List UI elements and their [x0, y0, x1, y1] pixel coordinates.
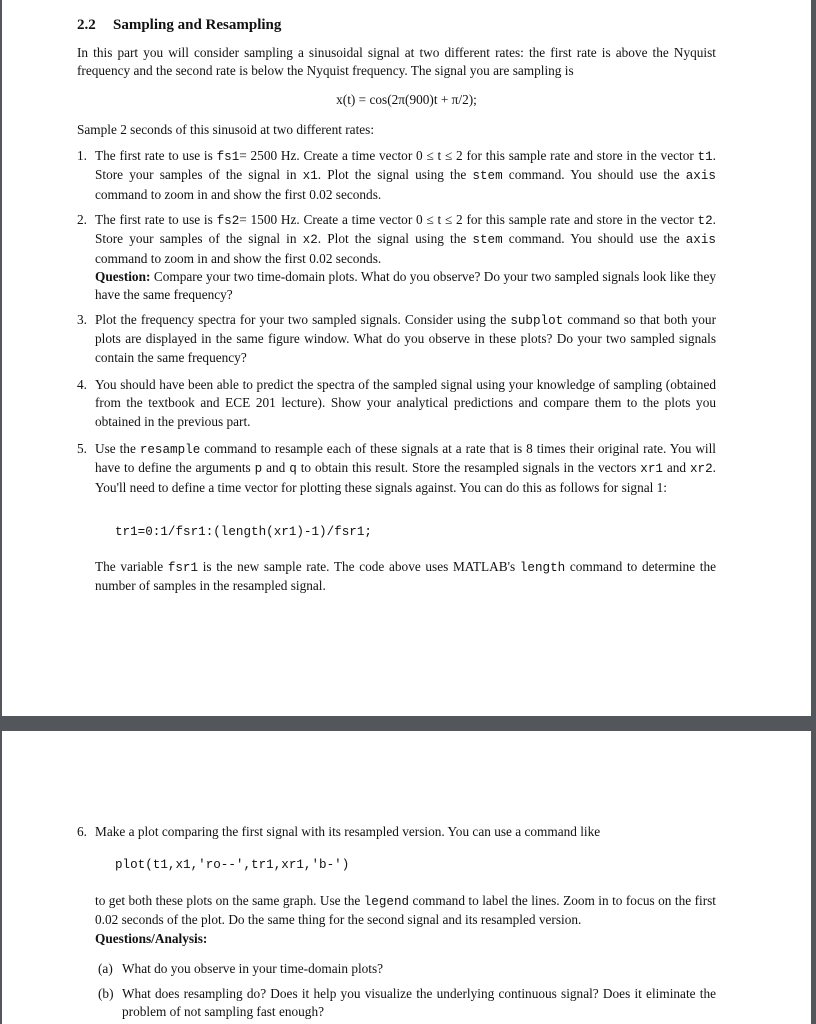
list-item-6 — [77, 823, 716, 841]
item-text: The first rate to use is — [95, 212, 217, 227]
subitem-a — [98, 960, 716, 978]
item-number: 4. — [77, 377, 87, 392]
list-item-4 — [77, 376, 716, 431]
code-inline: p — [254, 462, 263, 477]
signal-equation — [2, 91, 811, 109]
item-text: is the new sample rate. The code above uses MATLAB's — [198, 559, 520, 574]
document-page-2 — [2, 731, 811, 1024]
code-inline: subplot — [510, 314, 564, 328]
code-inline: axis — [685, 169, 716, 184]
list-item-1 — [77, 147, 716, 204]
questions-label: Questions/Analysis: — [95, 930, 208, 946]
code-inline: x2 — [302, 233, 318, 248]
subitem-text: What does resampling do? Does it help you visualize the underlying continuous signal? Does it eliminate the problem of not sampling fast enough? — [122, 986, 716, 1020]
section-title: Sampling and Resampling — [113, 17, 282, 33]
code-inline: xr1 — [640, 462, 663, 477]
item-text: = 1500 Hz. Create a time vector 0 ≤ t ≤ 2 for this sample rate and store in the vector — [239, 212, 698, 227]
list-item-6-continued — [95, 892, 716, 948]
item-text: command to determine the number of samples in the resampled signal. — [95, 559, 717, 594]
code-inline: q — [289, 462, 297, 477]
item-text: command to label the lines. Zoom in to focus on the first 0.02 seconds of the plot. Do the same thing for the second signal and its resampled version. — [95, 893, 716, 928]
intro-paragraph — [77, 44, 716, 81]
code-inline: stem — [472, 169, 503, 184]
item-text: command to resample each of these signals at a rate that is 8 times their original rate. You will have to define the arguments — [95, 441, 716, 476]
code-inline: stem — [472, 233, 503, 248]
code-inline: legend — [363, 895, 410, 909]
code-inline: length — [519, 561, 566, 575]
item-number: 1. — [77, 148, 87, 163]
item-text: command so that both your plots are displayed in the same figure window. What do you observe in these plots? Do your two sampled signals contain the same frequency? — [95, 312, 716, 365]
subitem-b — [98, 985, 716, 1022]
item-text: The variable — [95, 559, 168, 574]
item-number: 2. — [77, 212, 87, 227]
item-text: Plot the frequency spectra for your two sampled signals. Consider using the — [95, 312, 511, 327]
code-block: plot(t1,x1,'ro--',tr1,xr1,'b-') — [115, 858, 350, 872]
item-number: 6. — [77, 824, 87, 839]
item-text: command to zoom in and show the first 0.02 seconds. — [95, 250, 382, 266]
item-text: to obtain this result. Store the resampled signals in the vectors — [296, 460, 641, 476]
code-inline: x1 — [302, 169, 318, 184]
item-text: You should have been able to predict the spectra of the sampled signal using your knowledge of sampling (obtained from the textbook and ECE 201 lecture). Show your analytical predictions and compare them to the plots you obtained in the previous part. — [95, 377, 716, 429]
item-number: 5. — [77, 441, 87, 456]
subitem-label: (b) — [98, 986, 114, 1001]
sample-instruction — [77, 121, 811, 139]
item-text: to get both these plots on the same graph. Use the — [95, 893, 364, 908]
subitem-text: What do you observe in your time-domain plots? — [122, 961, 384, 976]
item-text: . Plot the signal using the — [317, 167, 473, 183]
item-text: Use the — [95, 441, 140, 456]
item-text: command. You should use the — [502, 231, 686, 247]
code-inline: fs1 — [216, 150, 240, 164]
item-text: . Store your samples of the signal in — [95, 212, 716, 247]
sample-instruction-text: Sample 2 seconds of this sinusoid at two different rates: — [77, 122, 375, 137]
question-label: Question: — [95, 268, 151, 284]
item-text: and — [662, 460, 690, 476]
list-item-3 — [77, 311, 716, 367]
item-number: 3. — [77, 312, 87, 327]
equation-text: x(t) = cos(2π(900)t + π/2); — [336, 92, 477, 107]
section-number: 2.2 — [77, 17, 96, 33]
item-text: The first rate to use is — [95, 148, 217, 163]
code-inline: axis — [685, 233, 716, 248]
code-inline: t2 — [697, 214, 713, 228]
code-inline: fs2 — [216, 214, 240, 228]
item-text: = 2500 Hz. Create a time vector 0 ≤ t ≤ 2 for this sample rate and store in the vector — [239, 148, 698, 163]
question-text: Compare your two time-domain plots. What do you observe? Do your two sampled signals look like they have the same frequency? — [95, 268, 716, 303]
item-text: . Store your samples of the signal in — [95, 148, 716, 183]
item-text: command. You should use the — [502, 167, 686, 183]
subitem-label: (a) — [98, 961, 113, 976]
item-text: Make a plot comparing the first signal with its resampled version. You can use a command like — [95, 824, 601, 839]
code-inline: resample — [139, 443, 201, 457]
item-text: command to zoom in and show the first 0.02 seconds. — [95, 186, 382, 202]
list-item-5-continued — [95, 558, 716, 596]
code-block: tr1=0:1/fsr1:(length(xr1)-1)/fsr1; — [115, 525, 372, 539]
intro-text: In this part you will consider sampling a sinusoidal signal at two different rates: the first rate is above the Nyquist frequency and the second rate is below the Nyquist frequency. The signal you are sampling is — [77, 45, 716, 79]
item-text: . You'll need to define a time vector for plotting these signals against. You can do this as follows for signal 1: — [95, 460, 716, 495]
document-page-1 — [2, 0, 811, 716]
code-inline: fsr1 — [167, 561, 199, 575]
code-inline: t1 — [697, 150, 713, 164]
code-inline: xr2 — [689, 462, 713, 477]
list-item-2 — [77, 211, 716, 304]
section-heading — [77, 16, 811, 34]
item-text: and — [262, 460, 290, 476]
list-item-5 — [77, 440, 716, 497]
item-text: . Plot the signal using the — [317, 231, 473, 247]
